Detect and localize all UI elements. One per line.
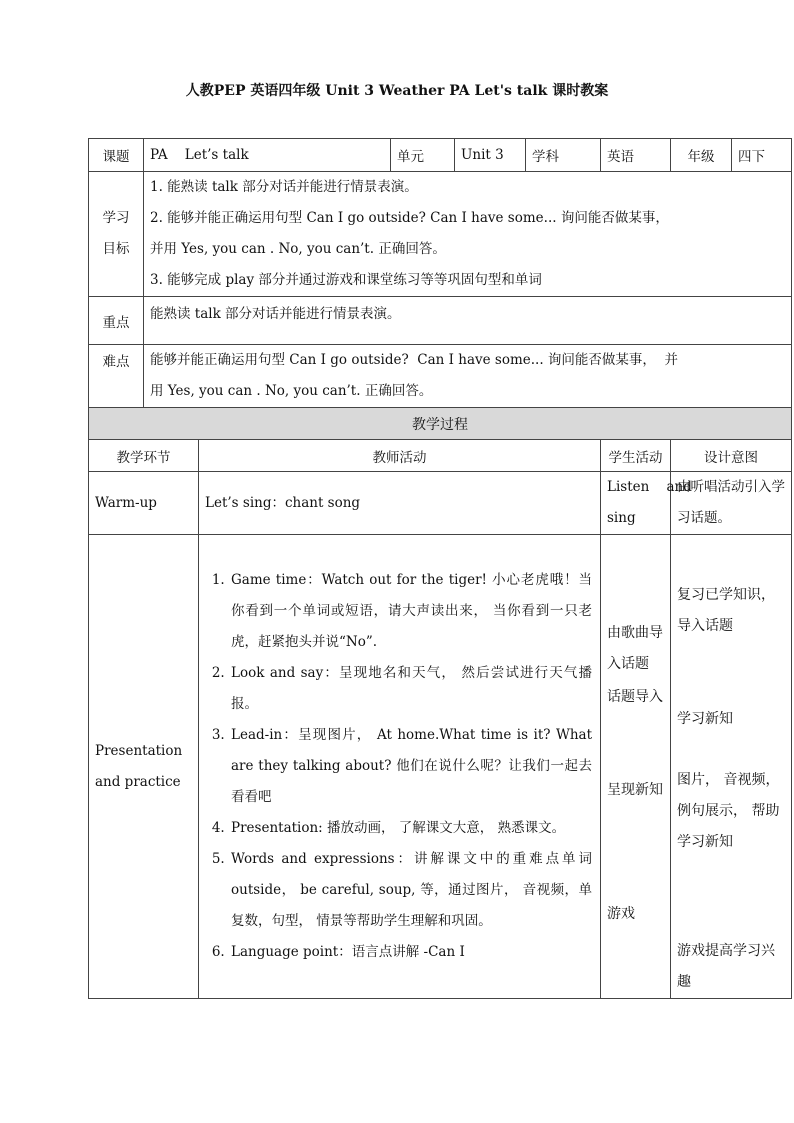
topic-value: PA Let’s talk <box>144 139 391 172</box>
process-section-title: 教学过程 <box>89 408 792 440</box>
teacher-step: 3. Lead-in：呈现图片， At home.What time is it? What are they talking about? 他们在说什么呢？让我们一起去看看吧 <box>229 720 592 813</box>
teacher-step: 1. Game time：Watch out for the tiger! 小心老虎哦！当你看到一个单词或短语，请大声读出来， 当你看到一只老虎，赶紧抱头并说“No”. <box>229 565 592 658</box>
student-activity: 游戏 <box>607 905 635 922</box>
difficulty-label: 难点 <box>89 345 144 408</box>
goals-label <box>89 172 144 297</box>
teacher-steps-list <box>205 565 592 968</box>
warmup-stage: Warm-up <box>89 472 199 535</box>
student-activity: 呈现新知 <box>607 781 663 798</box>
goal-line: 2. 能够并能正确运用句型 Can I go outside? Can I have some... 询问能否做某事， <box>150 210 669 226</box>
grade-value: 四下 <box>732 139 792 172</box>
key-point-row <box>89 297 792 345</box>
design-intent: 复习已学知识，导入话题 <box>677 587 775 634</box>
process-column-headers <box>89 440 792 472</box>
presentation-student <box>601 535 671 999</box>
grade-label: 年级 <box>671 139 732 172</box>
presentation-stage-line: and practice <box>95 773 181 790</box>
lesson-plan-table <box>88 138 792 999</box>
warmup-row <box>89 472 792 535</box>
key-point-label: 重点 <box>89 297 144 345</box>
unit-label: 单元 <box>391 139 455 172</box>
goals-label-line-2: 目标 <box>102 241 130 257</box>
difficulty-line: 用 Yes, you can . No, you can’t. 正确回答。 <box>150 383 433 399</box>
goal-line: 1. 能熟读 talk 部分对话并能进行情景表演。 <box>150 179 418 195</box>
page-title: 人教PEP 英语四年级 Unit 3 Weather PA Let's talk 课时教案 <box>185 83 609 99</box>
warmup-teacher: Let’s sing：chant song <box>199 472 601 535</box>
col-student-header: 学生活动 <box>601 440 671 472</box>
warmup-intent: 由听唱活动引入学习话题。 <box>671 472 792 535</box>
subject-label: 学科 <box>526 139 601 172</box>
unit-value: Unit 3 <box>455 139 526 172</box>
warmup-student-line: sing <box>607 510 636 526</box>
col-teacher-header: 教师活动 <box>199 440 601 472</box>
difficulty-row <box>89 345 792 408</box>
student-activity: 由歌曲导入话题 <box>607 624 663 672</box>
goals-label-line-1: 学习 <box>102 210 130 226</box>
design-intent: 学习新知 <box>677 711 733 727</box>
goal-line: 并用 Yes, you can . No, you can’t. 正确回答。 <box>150 241 446 257</box>
presentation-stage-line: Presentation <box>95 742 183 759</box>
header-row <box>89 139 792 172</box>
difficulty-line: 能够并能正确运用句型 Can I go outside? Can I have some... 询问能否做某事， 并 <box>150 352 679 368</box>
presentation-intent <box>671 535 792 999</box>
warmup-student-line: Listen and <box>607 479 692 495</box>
teacher-step: 4. Presentation: 播放动画， 了解课文大意， 熟悉课文。 <box>229 813 592 844</box>
col-intent-header: 设计意图 <box>671 440 792 472</box>
key-point-text: 能熟读 talk 部分对话并能进行情景表演。 <box>144 297 792 345</box>
goal-line: 3. 能够完成 play 部分并通过游戏和课堂练习等等巩固句型和单词 <box>150 272 542 288</box>
warmup-student <box>601 472 692 535</box>
student-activity: 话题导入 <box>607 688 663 705</box>
presentation-stage <box>89 535 199 999</box>
teacher-step: 5. Words and expressions：讲解课文中的重难点单词 outside， be careful, soup, 等，通过图片， 音视频，单复数，句型， 情景等帮助学生理解和巩固。 <box>229 844 592 937</box>
presentation-teacher <box>199 535 601 999</box>
col-stage-header: 教学环节 <box>89 440 199 472</box>
topic-label: 课题 <box>89 139 144 172</box>
teacher-step: 2. Look and say：呈现地名和天气， 然后尝试进行天气播报。 <box>229 658 592 720</box>
goals-row <box>89 172 792 297</box>
subject-value: 英语 <box>601 139 671 172</box>
difficulty-content <box>144 345 792 408</box>
presentation-row <box>89 535 792 999</box>
process-section-row <box>89 408 792 440</box>
design-intent: 游戏提高学习兴趣 <box>677 943 775 990</box>
design-intent: 图片， 音视频，例句展示， 帮助学习新知 <box>677 772 780 850</box>
goals-content <box>144 172 792 297</box>
teacher-step: 6. Language point：语言点讲解 -Can I <box>229 937 592 968</box>
